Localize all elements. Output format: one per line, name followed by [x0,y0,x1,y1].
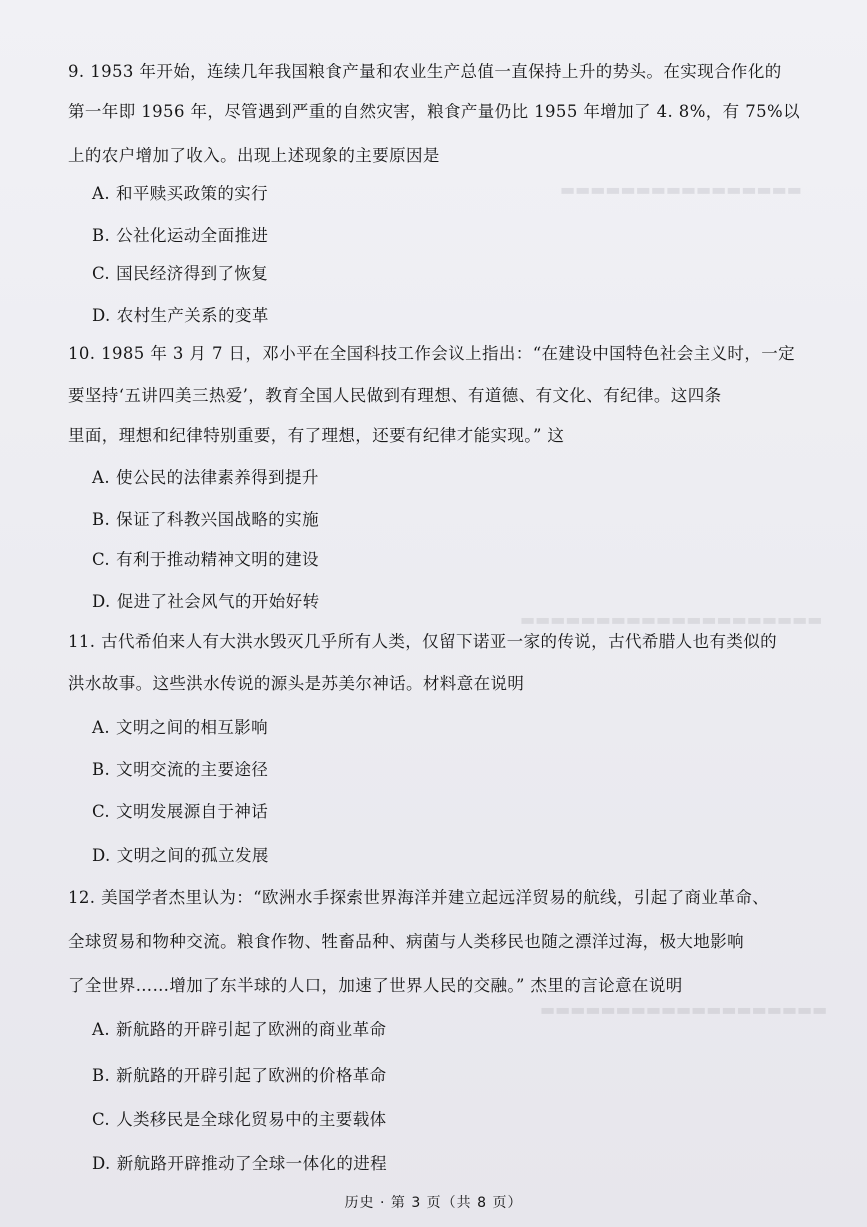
option-c: C. 人类移民是全球化贸易中的主要载体 [92,1110,387,1129]
option-d: D. 新航路开辟推动了全球一体化的进程 [92,1154,388,1173]
option-d: D. 农村生产关系的变革 [92,306,269,325]
option-a: A. 使公民的法律素养得到提升 [92,468,319,487]
option-b: B. 公社化运动全面推进 [92,226,269,245]
question-stem-line: 全球贸易和物种交流。粮食作物、牲畜品种、病菌与人类移民也随之漂洋过海，极大地影响 [68,932,744,951]
question-stem-line: 洪水故事。这些洪水传说的源头是苏美尔神话。材料意在说明 [68,674,525,693]
option-c: C. 有利于推动精神文明的建设 [92,550,319,569]
option-c: C. 国民经济得到了恢复 [92,264,269,283]
question-stem-line: 第一年即 1956 年，尽管遇到严重的自然灾害，粮食产量仍比 1955 年增加了 4. 8%，有 75%以 [68,102,800,121]
option-b: B. 保证了科教兴国战略的实施 [92,510,319,529]
question-stem-line: 里面，理想和纪律特别重要，有了理想，还要有纪律才能实现。” 这 [68,426,565,445]
bleed-through-shadow: ▬▬▬▬▬▬▬▬▬▬▬▬▬▬▬▬▬▬▬▬ [520,610,823,629]
option-d: D. 促进了社会风气的开始好转 [92,592,320,611]
question-stem-line: 11. 古代希伯来人有大洪水毁灭几乎所有人类，仅留下诺亚一家的传说，古代希腊人也有类似的 [68,632,778,651]
option-a: A. 新航路的开辟引起了欧洲的商业革命 [92,1020,387,1039]
question-stem-line: 12. 美国学者杰里认为：“欧洲水手探索世界海洋并建立起远洋贸易的航线，引起了商业革命、 [68,888,770,907]
question-stem-line: 9. 1953 年开始，连续几年我国粮食产量和农业生产总值一直保持上升的势头。在实现合作化的 [68,62,782,81]
option-d: D. 文明之间的孤立发展 [92,846,269,865]
question-stem-line: 要坚持‘五讲四美三热爱’，教育全国人民做到有理想、有道德、有文化、有纪律。这四条 [68,386,722,405]
page-footer: 历史 · 第 3 页（共 8 页） [344,1195,523,1211]
option-a: A. 文明之间的相互影响 [92,718,269,737]
bleed-through-shadow: ▬▬▬▬▬▬▬▬▬▬▬▬▬▬▬▬ [560,180,802,199]
option-a: A. 和平赎买政策的实行 [92,184,269,203]
option-b: B. 新航路的开辟引起了欧洲的价格革命 [92,1066,387,1085]
question-stem-line: 10. 1985 年 3 月 7 日，邓小平在全国科技工作会议上指出：“在建设中国特色社会主义时，一定 [68,344,796,363]
bleed-through-shadow: ▬▬▬▬▬▬▬▬▬▬▬▬▬▬▬▬▬▬▬ [540,1000,828,1019]
question-stem-line: 上的农户增加了收入。出现上述现象的主要原因是 [68,146,440,165]
option-c: C. 文明发展源自于神话 [92,802,269,821]
question-stem-line: 了全世界……增加了东半球的人口，加速了世界人民的交融。” 杰里的言论意在说明 [68,976,683,995]
option-b: B. 文明交流的主要途径 [92,760,269,779]
